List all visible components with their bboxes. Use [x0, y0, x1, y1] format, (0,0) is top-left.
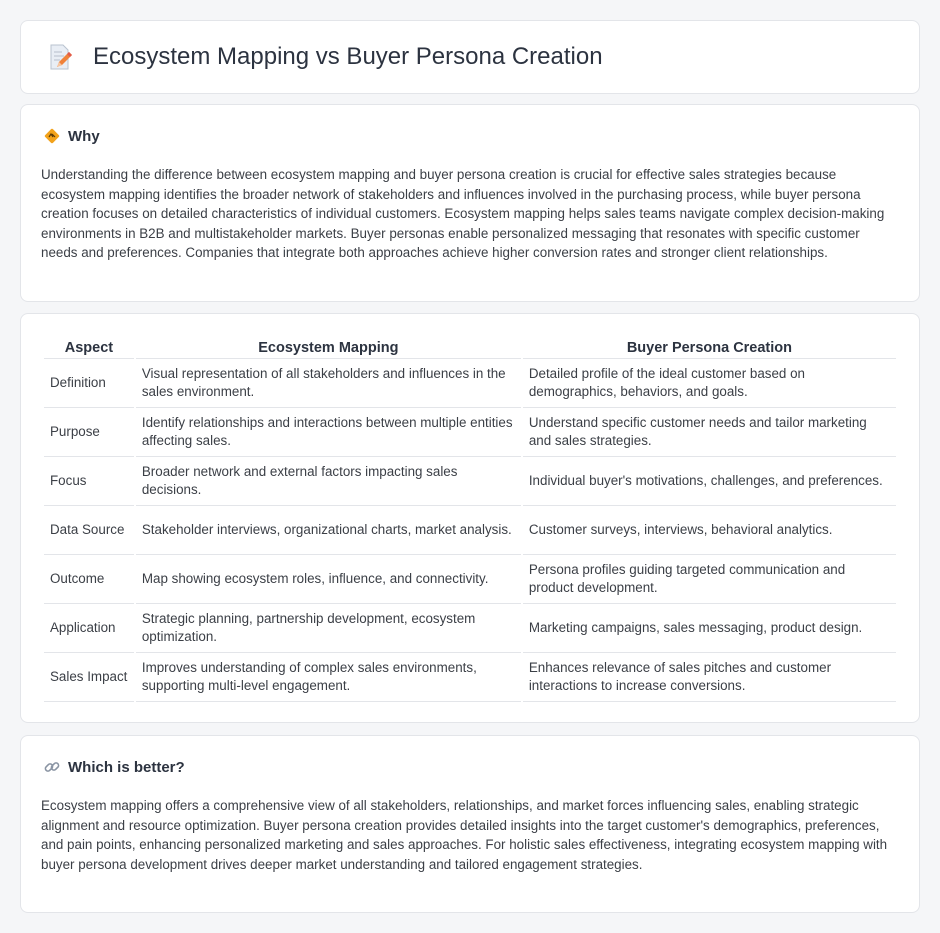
row-persona-cell: Detailed profile of the ideal customer based on demographics, behaviors, and goals. [523, 359, 896, 408]
row-aspect: Sales Impact [44, 653, 134, 702]
row-aspect: Focus [44, 457, 134, 506]
header-buyer-persona: Buyer Persona Creation [523, 335, 896, 359]
row-persona-cell: Persona profiles guiding targeted communication and product development. [523, 555, 896, 604]
table-row [44, 359, 896, 408]
edit-document-icon [47, 43, 73, 71]
table-header-row [44, 335, 896, 359]
row-ecosystem-cell: Visual representation of all stakeholders and influences in the sales environment. [136, 359, 521, 408]
better-body: Ecosystem mapping offers a comprehensive view of all stakeholders, relationships, and market forces influencing sales, enabling strategic alignment and resource optimization. Buyer persona creation provides detailed insights into the target customer's demographics, preferences, and pain points, enhancing personalized marketing and sales approaches. For holistic sales effectiveness, integrating ecosystem mapping with buyer persona development drives deeper market understanding and tailored engagement strategies. [41, 798, 888, 872]
why-card [20, 104, 920, 302]
page-title: Ecosystem Mapping vs Buyer Persona Creation [93, 43, 603, 70]
diamond-signpost-icon [43, 127, 61, 145]
comparison-table-card [20, 313, 920, 723]
row-ecosystem-cell: Identify relationships and interactions between multiple entities affecting sales. [136, 408, 521, 457]
row-ecosystem-cell: Improves understanding of complex sales environments, supporting multi-level engagement. [136, 653, 521, 702]
better-heading [43, 758, 185, 776]
table-row [44, 653, 896, 702]
row-persona-cell: Customer surveys, interviews, behavioral analytics. [523, 506, 896, 555]
header-ecosystem-mapping: Ecosystem Mapping [136, 335, 521, 359]
header-card [20, 20, 920, 94]
row-aspect: Definition [44, 359, 134, 408]
table-row [44, 506, 896, 555]
row-persona-cell: Individual buyer's motivations, challenges, and preferences. [523, 457, 896, 506]
row-aspect: Purpose [44, 408, 134, 457]
row-aspect: Application [44, 604, 134, 653]
row-ecosystem-cell: Broader network and external factors impacting sales decisions. [136, 457, 521, 506]
which-is-better-card [20, 735, 920, 913]
table-row [44, 408, 896, 457]
row-ecosystem-cell: Stakeholder interviews, organizational charts, market analysis. [136, 506, 521, 555]
row-aspect: Outcome [44, 555, 134, 604]
why-body: Understanding the difference between ecosystem mapping and buyer persona creation is crucial for effective sales strategies because ecosystem mapping identifies the broader network of stakeholders and influences involved in the purchasing process, while buyer persona creation focuses on detailed characteristics of individual customers. Ecosystem mapping helps sales teams navigate complex decision-making environments in B2B and multistakeholder markets. Buyer personas enable personalized messaging that resonates with specific customer needs and preferences. Companies that integrate both approaches achieve higher conversion rates and stronger client relationships. [41, 167, 885, 260]
row-persona-cell: Understand specific customer needs and tailor marketing and sales strategies. [523, 408, 896, 457]
row-ecosystem-cell: Strategic planning, partnership development, ecosystem optimization. [136, 604, 521, 653]
table-row [44, 555, 896, 604]
row-ecosystem-cell: Map showing ecosystem roles, influence, and connectivity. [136, 555, 521, 604]
row-aspect: Data Source [44, 506, 134, 555]
row-persona-cell: Enhances relevance of sales pitches and customer interactions to increase conversions. [523, 653, 896, 702]
comparison-table [42, 335, 898, 702]
header-aspect: Aspect [44, 335, 134, 359]
better-title: Which is better? [68, 758, 185, 776]
row-persona-cell: Marketing campaigns, sales messaging, product design. [523, 604, 896, 653]
why-heading [43, 127, 100, 145]
why-title: Why [68, 127, 100, 145]
table-row [44, 604, 896, 653]
link-icon [43, 758, 61, 776]
table-row [44, 457, 896, 506]
title-row [47, 43, 603, 71]
